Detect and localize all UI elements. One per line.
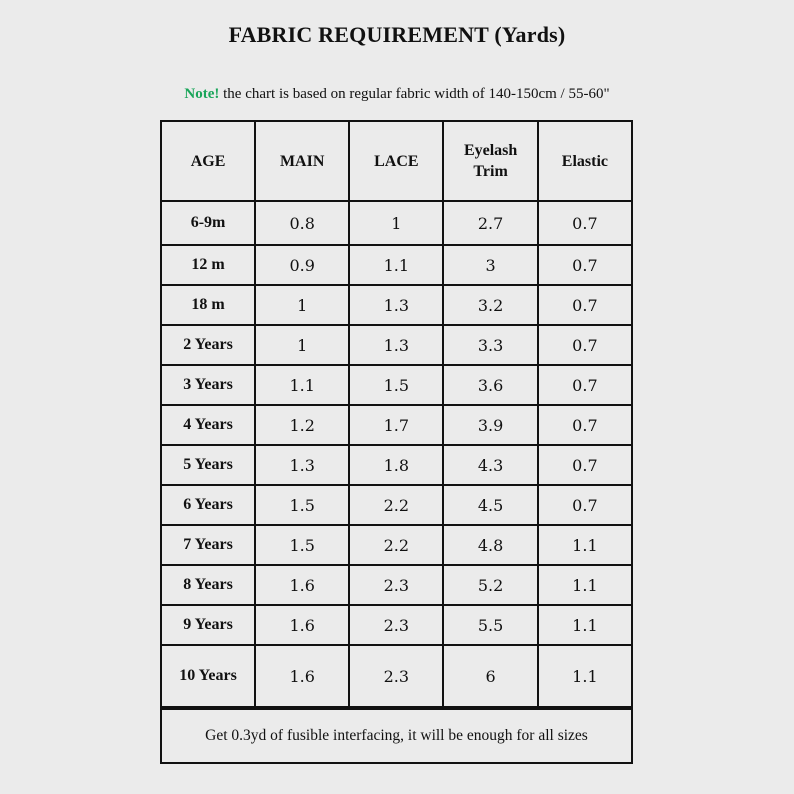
table-row	[161, 645, 632, 708]
table-row	[161, 405, 632, 445]
cell-main: 0.8	[255, 201, 349, 245]
cell-main: 1.6	[255, 645, 349, 708]
cell-lace: 1.5	[349, 365, 443, 405]
cell-age: 5 Years	[161, 445, 255, 485]
cell-lace: 2.2	[349, 525, 443, 565]
note-label: Note!	[184, 86, 220, 102]
table-row	[161, 201, 632, 245]
cell-elastic: 1.1	[538, 605, 632, 645]
cell-lace: 2.3	[349, 565, 443, 605]
cell-lace: 2.3	[349, 605, 443, 645]
table-row	[161, 565, 632, 605]
fabric-requirement-table	[160, 120, 633, 764]
cell-eyelash-trim: 4.3	[443, 445, 537, 485]
cell-lace: 1.3	[349, 325, 443, 365]
cell-eyelash-trim: 5.2	[443, 565, 537, 605]
cell-age: 6-9m	[161, 201, 255, 245]
header-main: MAIN	[255, 121, 349, 201]
table-row	[161, 285, 632, 325]
cell-age: 10 Years	[161, 645, 255, 708]
cell-main: 0.9	[255, 245, 349, 285]
cell-age: 4 Years	[161, 405, 255, 445]
table-row	[161, 525, 632, 565]
header-age: AGE	[161, 121, 255, 201]
table-footer-row	[161, 708, 632, 763]
cell-elastic: 0.7	[538, 285, 632, 325]
cell-lace: 1.3	[349, 285, 443, 325]
cell-eyelash-trim: 4.8	[443, 525, 537, 565]
cell-elastic: 0.7	[538, 445, 632, 485]
cell-elastic: 0.7	[538, 485, 632, 525]
note-text: the chart is based on regular fabric width of 140-150cm / 55-60"	[219, 86, 610, 102]
cell-age: 8 Years	[161, 565, 255, 605]
table-header-row	[161, 121, 632, 201]
cell-eyelash-trim: 3	[443, 245, 537, 285]
cell-lace: 2.2	[349, 485, 443, 525]
cell-elastic: 1.1	[538, 565, 632, 605]
cell-age: 2 Years	[161, 325, 255, 365]
cell-eyelash-trim: 3.9	[443, 405, 537, 445]
fabric-width-note	[0, 86, 794, 103]
cell-elastic: 0.7	[538, 365, 632, 405]
cell-age: 7 Years	[161, 525, 255, 565]
cell-lace: 1.1	[349, 245, 443, 285]
table-row	[161, 365, 632, 405]
cell-elastic: 0.7	[538, 201, 632, 245]
cell-age: 12 m	[161, 245, 255, 285]
header-eyelash-trim-label: Eyelash Trim	[463, 142, 518, 180]
cell-main: 1.6	[255, 565, 349, 605]
cell-eyelash-trim: 2.7	[443, 201, 537, 245]
header-eyelash-trim	[443, 121, 537, 201]
cell-lace: 1.8	[349, 445, 443, 485]
cell-eyelash-trim: 6	[443, 645, 537, 708]
cell-main: 1.5	[255, 525, 349, 565]
cell-age: 3 Years	[161, 365, 255, 405]
table-row	[161, 245, 632, 285]
table-body	[161, 201, 632, 708]
table-row	[161, 605, 632, 645]
cell-eyelash-trim: 3.3	[443, 325, 537, 365]
cell-age: 6 Years	[161, 485, 255, 525]
cell-elastic: 0.7	[538, 325, 632, 365]
cell-age: 9 Years	[161, 605, 255, 645]
cell-lace: 2.3	[349, 645, 443, 708]
cell-main: 1.2	[255, 405, 349, 445]
cell-main: 1.3	[255, 445, 349, 485]
cell-eyelash-trim: 5.5	[443, 605, 537, 645]
cell-main: 1.5	[255, 485, 349, 525]
cell-age: 18 m	[161, 285, 255, 325]
cell-elastic: 1.1	[538, 525, 632, 565]
table-row	[161, 325, 632, 365]
cell-elastic: 0.7	[538, 405, 632, 445]
cell-lace: 1.7	[349, 405, 443, 445]
table-row	[161, 445, 632, 485]
cell-main: 1.6	[255, 605, 349, 645]
cell-elastic: 0.7	[538, 245, 632, 285]
cell-main: 1	[255, 325, 349, 365]
cell-lace: 1	[349, 201, 443, 245]
interfacing-note: Get 0.3yd of fusible interfacing, it will be enough for all sizes	[161, 708, 632, 763]
cell-elastic: 1.1	[538, 645, 632, 708]
page-title: FABRIC REQUIREMENT (Yards)	[228, 22, 566, 47]
header-lace: LACE	[349, 121, 443, 201]
table-row	[161, 485, 632, 525]
cell-eyelash-trim: 3.6	[443, 365, 537, 405]
cell-eyelash-trim: 4.5	[443, 485, 537, 525]
cell-main: 1	[255, 285, 349, 325]
cell-eyelash-trim: 3.2	[443, 285, 537, 325]
header-elastic: Elastic	[538, 121, 632, 201]
cell-main: 1.1	[255, 365, 349, 405]
